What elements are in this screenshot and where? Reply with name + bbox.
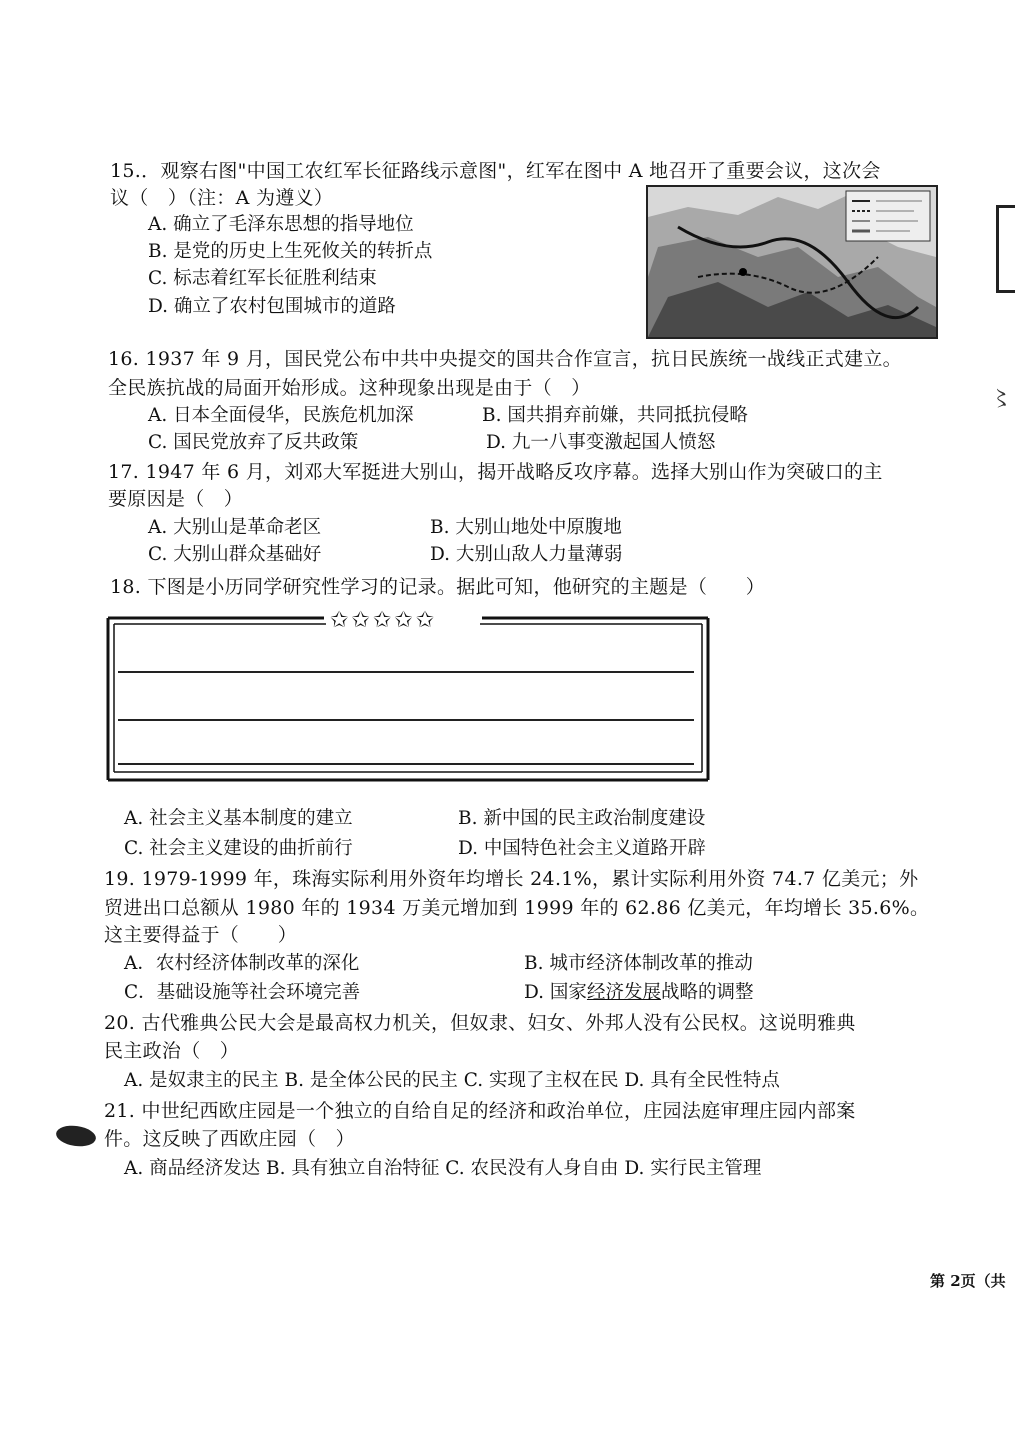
margin-bracket-mark (996, 205, 1015, 293)
q19-stem-line1: 19. 1979-1999 年，珠海实际利用外资年均增长 24.1%，累计实际利用外资 74.7 亿美元；外 (104, 868, 919, 890)
long-march-map-image (646, 185, 938, 339)
q19-stem-line3: 这主要得益于（ ） (104, 924, 298, 946)
q17-stem-line2: 要原因是（ ） (108, 488, 244, 510)
q17-option-b: B. 大别山地处中原腹地 (430, 517, 622, 538)
q19-option-d-suffix: 战略的调整 (660, 982, 754, 1003)
q16-option-c: C. 国民党放弃了反共政策 (148, 432, 359, 453)
q19-stem-line2: 贸进出口总额从 1980 年的 1934 万美元增加到 1999 年的 62.86 亿美元，年均增长 35.6%。 (104, 897, 930, 919)
q15-option-a: A. 确立了毛泽东思想的指导地位 (148, 214, 414, 235)
ink-smudge (55, 1123, 97, 1148)
q21-stem-line1: 21. 中世纪西欧庄园是一个独立的自给自足的经济和政治单位，庄园法庭审理庄园内部案 (104, 1100, 856, 1122)
q16-option-b: B. 国共捐弃前嫌，共同抵抗侵略 (482, 405, 748, 426)
q18-option-c: C. 社会主义建设的曲折前行 (124, 838, 353, 859)
q16-option-d: D. 九一八事变激起国人愤怒 (486, 432, 716, 453)
q20-stem-line2: 民主政治（ ） (104, 1040, 240, 1062)
q15-option-d: D. 确立了农村包围城市的道路 (148, 296, 396, 317)
q17-option-d: D. 大别山敌人力量薄弱 (430, 544, 623, 565)
q17-stem-line1: 17. 1947 年 6 月，刘邓大军挺进大别山，揭开战略反攻序幕。选择大别山作为突破口的主 (108, 461, 883, 483)
q15-option-c: C. 标志着红军长征胜利结束 (148, 268, 377, 289)
q15-stem-line2: 议（ ）（注：A 为遵义） (110, 187, 334, 209)
record-frame-drawing (104, 612, 714, 784)
q20-stem-line1: 20. 古代雅典公民大会是最高权力机关，但奴隶、妇女、外邦人没有公民权。这说明雅典 (104, 1012, 856, 1034)
q17-option-a: A. 大别山是革命老区 (148, 517, 322, 538)
q19-option-d-prefix: D. 国家 (524, 982, 587, 1003)
q19-option-c: C．基础设施等社会环境完善 (124, 982, 361, 1003)
q15-option-b: B. 是党的历史上生死攸关的转折点 (148, 241, 433, 262)
q18-option-b: B. 新中国的民主政治制度建设 (458, 808, 706, 829)
q18-option-d: D. 中国特色社会主义道路开辟 (458, 838, 706, 859)
q17-option-c: C. 大别山群众基础好 (148, 544, 322, 565)
q18-option-a: A. 社会主义基本制度的建立 (124, 808, 353, 829)
long-march-map-drawing (648, 187, 936, 337)
q16-option-a: A. 日本全面侵华，民族危机加深 (148, 405, 414, 426)
q18-stem: 18. 下图是小历同学研究性学习的记录。据此可知，他研究的主题是（ ） (110, 576, 766, 598)
page-footer: 第 2页（共 (930, 1272, 1006, 1290)
margin-scribble-mark: 〻 (990, 387, 1013, 412)
q16-stem-line1: 16. 1937 年 9 月，国民党公布中共中央提交的国共合作宣言，抗日民族统一战线正式建立。 (108, 348, 902, 370)
research-record-frame (104, 608, 714, 784)
q21-options: A. 商品经济发达 B. 具有独立自治特征 C. 农民没有人身自由 D. 实行民主管理 (124, 1158, 762, 1179)
q16-stem-line2: 全民族抗战的局面开始形成。这种现象出现是由于（ ） (108, 377, 591, 399)
q19-option-d-underlined: 经济发展 (586, 982, 661, 1003)
q19-option-b: B. 城市经济体制改革的推动 (524, 953, 753, 974)
q20-options: A. 是奴隶主的民主 B. 是全体公民的民主 C. 实现了主权在民 D. 具有全民性特点 (124, 1070, 780, 1091)
q21-stem-line2: 件。这反映了西欧庄园（ ） (104, 1128, 355, 1150)
q19-option-a: A．农村经济体制改革的深化 (124, 953, 360, 974)
record-stars: ✩✩✩✩✩ (330, 608, 438, 633)
q15-stem-line1: 15.．观察右图"中国工农红军长征路线示意图"，红军在图中 A 地召开了重要会议，这次会 (110, 160, 881, 182)
q19-option-d (524, 980, 753, 1006)
